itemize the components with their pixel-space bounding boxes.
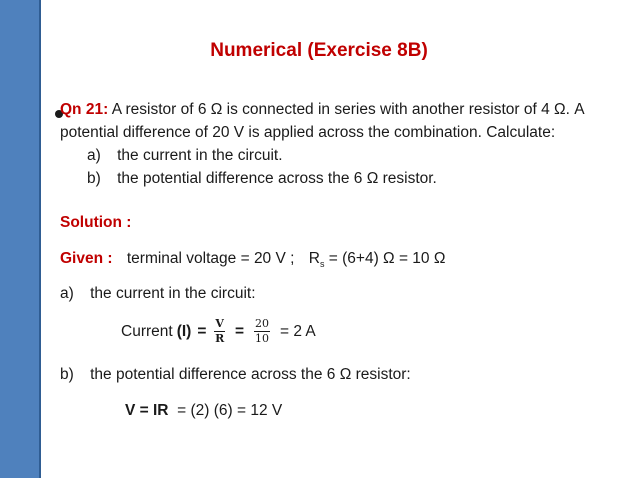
part-b-marker: b) [87,170,101,187]
part-a-marker: a) [87,147,101,164]
part-b-text: the potential difference across the 6 Ω resistor. [117,170,437,187]
fraction-v: V [215,317,224,330]
question-line-1 [60,101,585,119]
current-result: = 2 A [280,322,316,340]
fraction-20: 20 [255,317,269,330]
part-b-heading [60,366,411,384]
fraction-v-over-r [214,318,225,345]
rs-subscript: s [319,259,325,270]
solution-label: Solution : [60,214,132,231]
given-line [60,250,445,269]
terminal-voltage: terminal voltage = 20 V ; [126,250,295,267]
current-formula [121,318,316,345]
slide-title: Numerical (Exercise 8B) [210,40,428,61]
current-label: Current [121,322,173,340]
question-part-a [87,147,283,165]
rs-value: = (6+4) Ω = 10 Ω [324,250,446,267]
question-text-1: A resistor of 6 Ω is connected in series with another resistor of 4 Ω. A [111,101,585,118]
question-line-2: potential difference of 20 V is applied across the combination. Calculate: [60,124,556,141]
part-b-heading-marker: b) [60,366,74,383]
part-a-heading-marker: a) [60,285,74,302]
voltage-formula [125,402,282,420]
part-a-heading [60,285,256,303]
part-a-text: the current in the circuit. [117,147,283,164]
current-symbol: (I) [176,322,192,340]
fraction-20-over-10 [254,318,270,345]
question-label: Qn 21: [60,101,109,118]
voltage-result: = (2) (6) = 12 V [168,402,283,419]
fraction-10: 10 [255,332,269,345]
fraction-r: R [215,332,225,345]
part-a-heading-text: the current in the circuit: [90,285,256,302]
part-b-heading-text: the potential difference across the 6 Ω resistor: [90,366,411,383]
ohms-law: V = IR [125,402,169,419]
given-label: Given : [60,250,113,267]
rs-symbol: R [308,250,320,267]
equals-2: = [234,322,244,340]
slide-side-bar [0,0,41,478]
equals-1: = [197,322,207,340]
question-part-b [87,170,437,188]
